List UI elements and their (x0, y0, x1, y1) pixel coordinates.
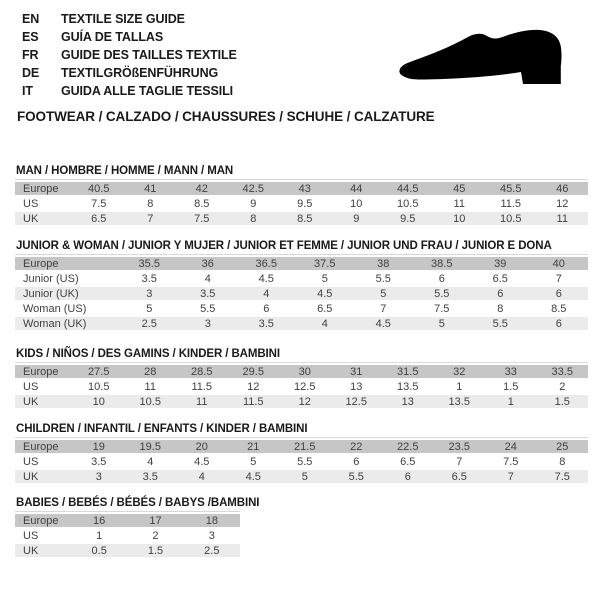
table-row (15, 182, 588, 197)
size-cell: 1 (71, 529, 127, 544)
size-cell: 17 (127, 514, 183, 529)
size-cell: 1.5 (537, 395, 589, 410)
size-table-title: BABIES / BEBÉS / BÉBÉS / BABYS /BAMBINI (16, 497, 260, 509)
size-cell: 16 (71, 514, 127, 529)
size-cell: 41 (125, 182, 177, 197)
category-title: FOOTWEAR / CALZADO / CHAUSSURES / SCHUHE / CALZATURE (17, 109, 435, 124)
size-cell: 2.5 (120, 317, 179, 332)
table-row (15, 529, 240, 544)
size-cell: 12 (537, 197, 589, 212)
size-cell: 7.5 (73, 197, 125, 212)
size-cell: 45.5 (485, 182, 537, 197)
size-cell: 21 (228, 440, 280, 455)
table-row (15, 395, 588, 410)
size-cell: 11 (434, 197, 486, 212)
language-code: FR (22, 48, 39, 62)
size-cell: 6 (237, 302, 296, 317)
size-cell: 22 (331, 440, 383, 455)
size-cell: 12 (279, 395, 331, 410)
size-cell: 40.5 (73, 182, 125, 197)
size-cell: 7 (434, 455, 486, 470)
size-cell: 4.5 (228, 470, 280, 485)
size-cell: 10 (331, 197, 383, 212)
size-cell: 36 (179, 257, 238, 272)
row-label: US (15, 455, 73, 470)
size-cell: 23.5 (434, 440, 486, 455)
size-cell: 4.5 (354, 317, 413, 332)
size-cell: 4.5 (176, 455, 228, 470)
size-cell: 6 (471, 287, 530, 302)
table-row (15, 197, 588, 212)
size-cell: 4 (176, 470, 228, 485)
size-table (15, 365, 588, 410)
size-cell: 4 (237, 287, 296, 302)
row-label: Europe (15, 257, 120, 272)
size-cell: 1.5 (127, 544, 183, 559)
size-cell: 38 (354, 257, 413, 272)
language-label: TEXTILE SIZE GUIDE (61, 12, 185, 26)
size-cell: 5 (413, 317, 472, 332)
size-cell: 12.5 (331, 395, 383, 410)
row-label: UK (15, 544, 71, 559)
size-cell: 5.5 (279, 455, 331, 470)
size-cell: 8 (537, 455, 589, 470)
size-cell: 36.5 (237, 257, 296, 272)
size-cell: 42 (176, 182, 228, 197)
size-cell: 20 (176, 440, 228, 455)
size-cell: 6.5 (434, 470, 486, 485)
size-cell: 2 (127, 529, 183, 544)
size-cell: 3 (179, 317, 238, 332)
size-cell: 3.5 (120, 272, 179, 287)
size-cell: 6.5 (296, 302, 355, 317)
language-label: GUIDA ALLE TAGLIE TESSILI (61, 84, 234, 98)
size-cell: 2 (537, 380, 589, 395)
size-cell: 8 (125, 197, 177, 212)
size-tables (15, 165, 600, 559)
table-row (15, 455, 588, 470)
size-cell: 13.5 (382, 380, 434, 395)
size-table-section (15, 165, 600, 227)
size-cell: 1 (485, 395, 537, 410)
table-row (15, 257, 588, 272)
size-cell: 5 (279, 470, 331, 485)
size-table-section (15, 497, 600, 559)
table-row (15, 272, 588, 287)
size-cell: 5 (120, 302, 179, 317)
size-table-section (15, 240, 600, 332)
size-cell: 10 (434, 212, 486, 227)
size-cell: 5 (228, 455, 280, 470)
size-cell: 11 (125, 380, 177, 395)
size-cell: 7 (125, 212, 177, 227)
size-cell: 7.5 (413, 302, 472, 317)
size-cell: 9.5 (382, 212, 434, 227)
size-cell: 8 (228, 212, 280, 227)
size-table-wrap (15, 254, 588, 332)
size-cell: 6.5 (73, 212, 125, 227)
size-table (15, 257, 588, 332)
size-table-wrap (15, 362, 588, 410)
size-cell: 31.5 (382, 365, 434, 380)
size-cell: 4.5 (296, 287, 355, 302)
size-cell: 46 (537, 182, 589, 197)
size-cell: 8.5 (530, 302, 589, 317)
language-code: DE (22, 66, 40, 80)
row-label: Junior (US) (15, 272, 120, 287)
size-cell: 5.5 (354, 272, 413, 287)
size-cell: 12.5 (279, 380, 331, 395)
size-table-title: JUNIOR & WOMAN / JUNIOR Y MUJER / JUNIOR ET FEMME / JUNIOR UND FRAU / JUNIOR E DONA (16, 240, 552, 252)
size-cell: 21.5 (279, 440, 331, 455)
language-label: TEXTILGRÖßENFÜHRUNG (61, 66, 219, 80)
size-cell: 6 (530, 317, 589, 332)
size-cell: 5.5 (331, 470, 383, 485)
size-cell: 11 (176, 395, 228, 410)
size-cell: 6 (413, 272, 472, 287)
size-cell: 29.5 (228, 365, 280, 380)
row-label: Europe (15, 365, 73, 380)
size-cell: 44.5 (382, 182, 434, 197)
size-cell: 6.5 (471, 272, 530, 287)
size-cell: 32 (434, 365, 486, 380)
size-cell: 5.5 (179, 302, 238, 317)
language-label: GUÍA DE TALLAS (61, 30, 164, 44)
size-cell: 12 (228, 380, 280, 395)
size-cell: 6.5 (382, 455, 434, 470)
size-table-wrap (15, 511, 240, 559)
size-cell: 0.5 (71, 544, 127, 559)
row-label: UK (15, 212, 73, 227)
size-table-section (15, 348, 600, 410)
size-cell: 18 (184, 514, 240, 529)
size-cell: 6 (382, 470, 434, 485)
size-table (15, 440, 588, 485)
language-code: EN (22, 12, 40, 26)
table-row (15, 380, 588, 395)
table-row (15, 544, 240, 559)
size-cell: 10.5 (125, 395, 177, 410)
size-cell: 8.5 (279, 212, 331, 227)
size-cell: 3.5 (125, 470, 177, 485)
row-label: Europe (15, 182, 73, 197)
size-cell: 28.5 (176, 365, 228, 380)
size-cell: 40 (530, 257, 589, 272)
size-cell: 22.5 (382, 440, 434, 455)
size-cell: 11.5 (176, 380, 228, 395)
size-table (15, 514, 240, 559)
size-table-wrap (15, 437, 588, 485)
size-cell: 8 (471, 302, 530, 317)
size-cell: 6 (331, 455, 383, 470)
row-label: Junior (UK) (15, 287, 120, 302)
table-row (15, 212, 588, 227)
size-cell: 4.5 (237, 272, 296, 287)
size-cell: 30 (279, 365, 331, 380)
table-row (15, 470, 588, 485)
row-label: Woman (UK) (15, 317, 120, 332)
size-cell: 13.5 (434, 395, 486, 410)
table-row (15, 365, 588, 380)
language-code: IT (22, 84, 33, 98)
size-cell: 11.5 (228, 395, 280, 410)
size-cell: 3 (184, 529, 240, 544)
size-cell: 24 (485, 440, 537, 455)
size-cell: 7.5 (485, 455, 537, 470)
size-cell: 7 (485, 470, 537, 485)
size-cell: 9 (331, 212, 383, 227)
size-cell: 3.5 (179, 287, 238, 302)
size-table-title: CHILDREN / INFANTIL / ENFANTS / KINDER / BAMBINI (16, 423, 308, 435)
table-row (15, 514, 240, 529)
table-row (15, 440, 588, 455)
size-cell: 27.5 (73, 365, 125, 380)
table-row (15, 317, 588, 332)
size-cell: 10.5 (73, 380, 125, 395)
size-cell: 3.5 (237, 317, 296, 332)
size-cell: 35.5 (120, 257, 179, 272)
size-cell: 7.5 (176, 212, 228, 227)
size-cell: 1.5 (485, 380, 537, 395)
row-label: US (15, 529, 71, 544)
size-cell: 7 (354, 302, 413, 317)
size-cell: 4 (125, 455, 177, 470)
dress-shoe-icon (393, 25, 579, 97)
size-table-wrap (15, 179, 588, 227)
size-cell: 6 (530, 287, 589, 302)
size-cell: 19.5 (125, 440, 177, 455)
row-label: US (15, 380, 73, 395)
size-cell: 31 (331, 365, 383, 380)
size-table-title: MAN / HOMBRE / HOMME / MANN / MAN (16, 165, 234, 177)
size-cell: 11 (537, 212, 589, 227)
size-cell: 10.5 (485, 212, 537, 227)
row-label: UK (15, 470, 73, 485)
size-cell: 38.5 (413, 257, 472, 272)
size-cell: 3 (73, 470, 125, 485)
size-cell: 42.5 (228, 182, 280, 197)
size-cell: 39 (471, 257, 530, 272)
size-cell: 2.5 (184, 544, 240, 559)
row-label: Woman (US) (15, 302, 120, 317)
size-cell: 19 (73, 440, 125, 455)
size-cell: 3.5 (73, 455, 125, 470)
size-cell: 13 (331, 380, 383, 395)
size-cell: 33 (485, 365, 537, 380)
size-cell: 5.5 (413, 287, 472, 302)
table-row (15, 287, 588, 302)
size-cell: 5 (296, 272, 355, 287)
size-cell: 1 (434, 380, 486, 395)
row-label: Europe (15, 440, 73, 455)
row-label: Europe (15, 514, 71, 529)
size-cell: 7 (530, 272, 589, 287)
size-cell: 10.5 (382, 197, 434, 212)
size-cell: 44 (331, 182, 383, 197)
size-cell: 11.5 (485, 197, 537, 212)
size-table (15, 182, 588, 227)
size-cell: 45 (434, 182, 486, 197)
size-cell: 37.5 (296, 257, 355, 272)
size-cell: 5 (354, 287, 413, 302)
size-cell: 5.5 (471, 317, 530, 332)
language-label: GUIDE DES TAILLES TEXTILE (61, 48, 237, 62)
guide-header (0, 10, 600, 125)
size-cell: 10 (73, 395, 125, 410)
row-label: US (15, 197, 73, 212)
size-cell: 9 (228, 197, 280, 212)
size-table-section (15, 423, 600, 485)
size-cell: 7.5 (537, 470, 589, 485)
row-label: UK (15, 395, 73, 410)
size-cell: 25 (537, 440, 589, 455)
size-cell: 33.5 (537, 365, 589, 380)
size-cell: 28 (125, 365, 177, 380)
size-cell: 9.5 (279, 197, 331, 212)
size-table-title: KIDS / NIÑOS / DES GAMINS / KINDER / BAMBINI (16, 348, 280, 360)
size-cell: 8.5 (176, 197, 228, 212)
language-code: ES (22, 30, 39, 44)
size-cell: 4 (296, 317, 355, 332)
size-cell: 4 (179, 272, 238, 287)
table-row (15, 302, 588, 317)
size-cell: 13 (382, 395, 434, 410)
size-cell: 43 (279, 182, 331, 197)
size-cell: 3 (120, 287, 179, 302)
